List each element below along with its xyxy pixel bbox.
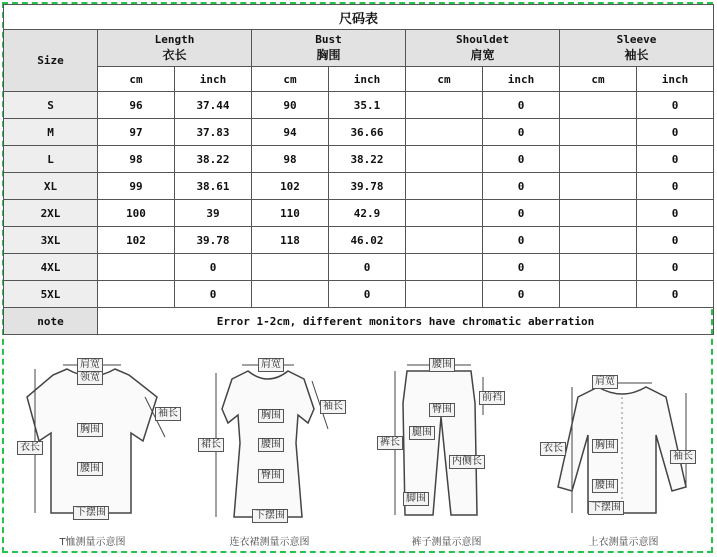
size-cell: S (4, 92, 98, 119)
measurement-cell: 39 (175, 200, 252, 227)
size-cell: 4XL (4, 254, 98, 281)
pants-waist-label: 腰围 (429, 358, 455, 372)
measurement-cell: 0 (329, 254, 406, 281)
measurement-cell: 0 (637, 92, 714, 119)
measurement-cell (98, 254, 175, 281)
measurement-cell (406, 227, 483, 254)
measurement-cell: 94 (252, 119, 329, 146)
pants-thigh-label: 腿围 (409, 426, 435, 440)
tshirt-diagram (5, 337, 180, 552)
coat-bust-label: 胸围 (592, 439, 618, 453)
unit-header: cm (406, 67, 483, 92)
measurement-cell (406, 200, 483, 227)
measurement-cell: 38.61 (175, 173, 252, 200)
dress-waist-label: 腰围 (258, 438, 284, 452)
measurement-cell (560, 281, 637, 308)
measurement-cell: 0 (483, 92, 560, 119)
tshirt-length-label: 衣长 (17, 441, 43, 455)
measurement-cell: 37.44 (175, 92, 252, 119)
table-row (4, 119, 714, 146)
unit-header: cm (98, 67, 175, 92)
dress-hip-label: 臀围 (258, 469, 284, 483)
coat-waist-label: 腰围 (592, 479, 618, 493)
coat-hem-label: 下摆围 (588, 501, 624, 515)
measurement-cell: 102 (98, 227, 175, 254)
size-chart-table (3, 4, 714, 335)
measurement-cell: 37.83 (175, 119, 252, 146)
tshirt-sleeve-label: 袖长 (155, 407, 181, 421)
tshirt-caption: T恤测量示意图 (59, 537, 126, 548)
measurement-cell (560, 227, 637, 254)
table-row (4, 254, 714, 281)
measurement-cell (406, 254, 483, 281)
measurement-cell: 0 (637, 281, 714, 308)
pants-caption: 裤子测量示意图 (411, 537, 482, 548)
dress-shoulder-label: 肩宽 (258, 358, 284, 372)
table-row (4, 200, 714, 227)
measurement-cell: 0 (175, 254, 252, 281)
dress-length-label: 裙长 (198, 438, 224, 452)
tshirt-waist-label: 腰围 (77, 462, 103, 476)
size-cell: XL (4, 173, 98, 200)
table-row (4, 146, 714, 173)
note-label: note (4, 308, 98, 335)
measurement-cell: 97 (98, 119, 175, 146)
dress-diagram (182, 337, 357, 552)
measurement-cell: 98 (98, 146, 175, 173)
measurement-cell: 39.78 (329, 173, 406, 200)
tshirt-collar-label: 领宽 (77, 371, 103, 385)
table-row (4, 173, 714, 200)
measurement-diagrams (5, 337, 711, 552)
measurement-cell: 0 (483, 119, 560, 146)
unit-header: inch (483, 67, 560, 92)
measurement-cell: 100 (98, 200, 175, 227)
unit-header: cm (560, 67, 637, 92)
pants-hip-label: 臀围 (429, 403, 455, 417)
coat-length-label: 衣长 (540, 442, 566, 456)
measurement-cell: 0 (637, 146, 714, 173)
pants-length-label: 裤长 (377, 436, 403, 450)
table-row (4, 227, 714, 254)
measurement-cell: 0 (637, 173, 714, 200)
table-row (4, 92, 714, 119)
dress-bust-label: 胸围 (258, 409, 284, 423)
measurement-cell (406, 119, 483, 146)
size-cell: 5XL (4, 281, 98, 308)
measurement-cell: 39.78 (175, 227, 252, 254)
size-cell: L (4, 146, 98, 173)
tshirt-bust-label: 胸围 (77, 423, 103, 437)
size-cell: 2XL (4, 200, 98, 227)
bust-header: Bust 胸围 (252, 30, 406, 67)
dress-hem-label: 下摆围 (252, 509, 288, 523)
pants-leg-opening-label: 脚围 (403, 492, 429, 506)
measurement-cell: 38.22 (329, 146, 406, 173)
measurement-cell: 99 (98, 173, 175, 200)
table-row (4, 281, 714, 308)
measurement-cell (560, 146, 637, 173)
measurement-cell (252, 254, 329, 281)
measurement-cell: 96 (98, 92, 175, 119)
coat-caption: 上衣测量示意图 (588, 537, 659, 548)
sleeve-header: Sleeve 袖长 (560, 30, 714, 67)
size-header: Size (4, 30, 98, 92)
measurement-cell: 0 (483, 173, 560, 200)
unit-header: cm (252, 67, 329, 92)
measurement-cell: 36.66 (329, 119, 406, 146)
measurement-cell: 0 (637, 200, 714, 227)
size-cell: 3XL (4, 227, 98, 254)
size-cell: M (4, 119, 98, 146)
measurement-cell (560, 200, 637, 227)
size-chart-title: 尺码表 (4, 5, 714, 30)
measurement-cell: 0 (483, 254, 560, 281)
pants-diagram (359, 337, 534, 552)
measurement-cell (406, 146, 483, 173)
measurement-cell: 98 (252, 146, 329, 173)
measurement-cell: 118 (252, 227, 329, 254)
measurement-cell: 0 (483, 227, 560, 254)
measurement-cell: 0 (637, 119, 714, 146)
tshirt-shoulder-label: 肩宽 (77, 358, 103, 372)
measurement-cell: 0 (483, 200, 560, 227)
measurement-cell: 0 (175, 281, 252, 308)
measurement-cell (560, 119, 637, 146)
tshirt-hem-label: 下摆围 (73, 506, 109, 520)
measurement-cell: 0 (483, 146, 560, 173)
measurement-cell: 110 (252, 200, 329, 227)
coat-shoulder-label: 肩宽 (592, 375, 618, 389)
coat-diagram (536, 337, 711, 552)
unit-header: inch (175, 67, 252, 92)
note-text: Error 1-2cm, different monitors have chromatic aberration (98, 308, 714, 335)
measurement-cell (406, 281, 483, 308)
measurement-cell (406, 92, 483, 119)
measurement-cell (406, 173, 483, 200)
unit-header: inch (637, 67, 714, 92)
measurement-cell: 0 (637, 254, 714, 281)
measurement-cell (560, 173, 637, 200)
measurement-cell: 38.22 (175, 146, 252, 173)
shoulder-header: Shouldet 肩宽 (406, 30, 560, 67)
length-header: Length 衣长 (98, 30, 252, 67)
pants-rise-label: 前裆 (479, 391, 505, 405)
unit-header: inch (329, 67, 406, 92)
dress-caption: 连衣裙测量示意图 (229, 537, 310, 548)
measurement-cell: 42.9 (329, 200, 406, 227)
measurement-cell: 0 (329, 281, 406, 308)
measurement-cell (560, 92, 637, 119)
measurement-cell (252, 281, 329, 308)
measurement-cell: 102 (252, 173, 329, 200)
dress-sleeve-label: 袖长 (320, 400, 346, 414)
measurement-cell (560, 254, 637, 281)
measurement-cell (98, 281, 175, 308)
measurement-cell: 35.1 (329, 92, 406, 119)
measurement-cell: 90 (252, 92, 329, 119)
measurement-cell: 0 (637, 227, 714, 254)
pants-inseam-label: 内侧长 (449, 455, 485, 469)
coat-sleeve-label: 袖长 (670, 450, 696, 464)
measurement-cell: 0 (483, 281, 560, 308)
measurement-cell: 46.02 (329, 227, 406, 254)
